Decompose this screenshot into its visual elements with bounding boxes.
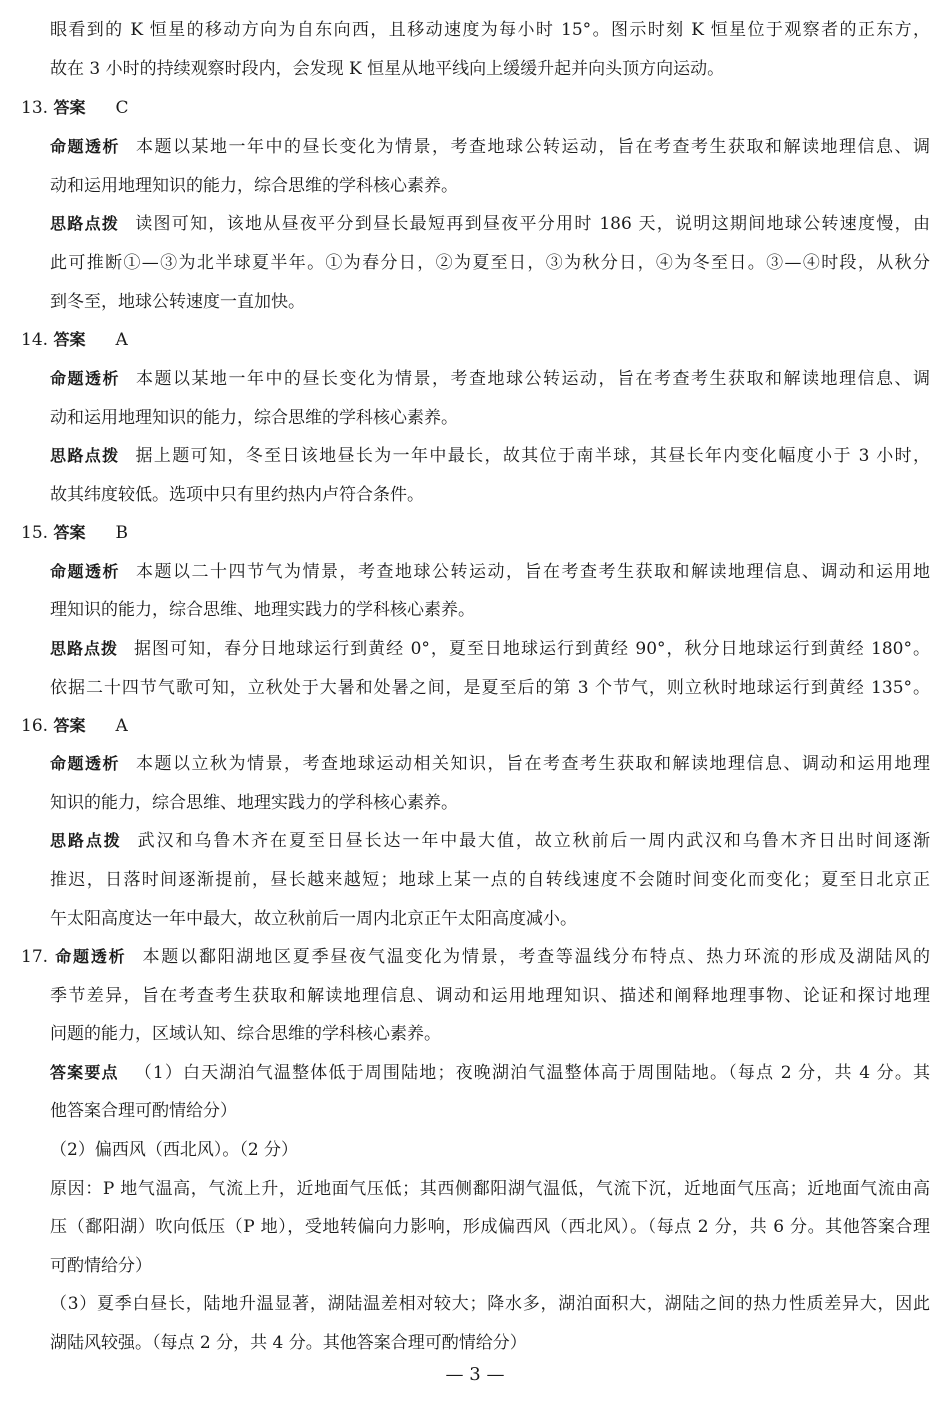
answer-value: C: [115, 98, 129, 118]
text-line: 此可推断①—③为北半球夏半年。①为春分日，②为夏至日，③为秋分日，④为冬至日。③—④时段，从秋分: [50, 253, 930, 273]
text-line: （3）夏季白昼长，陆地升温显著，湖陆温差相对较大；降水多，湖泊面积大，湖陆之间的热力性质差异大，因此: [50, 1294, 930, 1314]
analysis-line: [50, 135, 930, 159]
text-line: 读图可知，该地从昼夜平分到昼长最短再到昼夜平分用时 186 天，说明这期间地球公转速度慢，由: [135, 214, 930, 234]
section-label: 命题透析: [50, 369, 120, 388]
text-line: 湖陆风较强。（每点 2 分，共 4 分。其他答案合理可酌情给分）: [50, 1333, 527, 1353]
answer-label: 答案: [53, 98, 86, 117]
section-label: 思路点拨: [50, 639, 119, 658]
text-line: 原因：P 地气温高，气流上升，近地面气压低；其西侧鄱阳湖气温低，气流下沉，近地面气压高；近地面气流由高: [50, 1179, 930, 1199]
text-line: 动和运用地理知识的能力，综合思维的学科核心素养。: [50, 408, 458, 428]
question-number: 17.: [21, 947, 49, 967]
text-line: （2）偏西风（西北风）。（2 分）: [50, 1140, 299, 1160]
text-line: 到冬至，地球公转速度一直加快。: [50, 292, 305, 312]
question-number: 16.: [21, 716, 49, 736]
question-14-answer: [21, 328, 930, 352]
section-label: 命题透析: [55, 947, 127, 966]
page-number: — 3 —: [445, 1364, 505, 1385]
text-line: 眼看到的 K 恒星的移动方向为自东向西，且移动速度为每小时 15°。图示时刻 K 恒星位于观察者的正东方，: [50, 20, 930, 40]
answer-label: 答案: [53, 330, 86, 349]
text-line: 本题以立秋为情景，考查地球运动相关知识，旨在考查考生获取和解读地理信息、调动和运用地理: [136, 754, 930, 774]
question-17-analysis: [21, 945, 930, 969]
text-line: 问题的能力，区域认知、综合思维的学科核心素养。: [50, 1024, 441, 1044]
text-line: 本题以二十四节气为情景，考查地球公转运动，旨在考查考生获取和解读地理信息、调动和运用地: [136, 562, 930, 582]
answer-label: 答案: [53, 716, 86, 735]
text-line: 他答案合理可酌情给分）: [50, 1101, 237, 1121]
text-line: 依据二十四节气歌可知，立秋处于大暑和处暑之间，是夏至后的第 3 个节气，则立秋时地球运行到黄经 135°。: [50, 678, 930, 698]
answer-value: A: [115, 330, 128, 350]
text-line: 动和运用地理知识的能力，综合思维的学科核心素养。: [50, 176, 458, 196]
section-label: 命题透析: [50, 754, 120, 773]
hint-line: [50, 212, 930, 236]
text-line: 武汉和乌鲁木齐在夏至日昼长达一年中最大值，故立秋前后一周内武汉和乌鲁木齐日出时间逐渐: [137, 831, 930, 851]
question-number: 13.: [21, 98, 49, 118]
question-13-answer: [21, 96, 930, 120]
key-points-line: [50, 1061, 930, 1085]
answer-value: B: [115, 523, 128, 543]
analysis-line: [50, 752, 930, 776]
text-line: 本题以某地一年中的昼长变化为情景，考查地球公转运动，旨在考查考生获取和解读地理信息、调: [136, 369, 930, 389]
text-line: 压（鄱阳湖）吹向低压（P 地），受地转偏向力影响，形成偏西风（西北风）。（每点 2 分，共 6 分。其他答案合理: [50, 1217, 930, 1237]
hint-line: [50, 444, 930, 468]
text-line: 季节差异，旨在考查考生获取和解读地理信息、调动和运用地理知识、描述和阐释地理事物、论证和探讨地理: [50, 986, 930, 1006]
question-number: 15.: [21, 523, 49, 543]
answer-label: 答案: [53, 523, 86, 542]
question-16-answer: [21, 714, 930, 738]
text-line: 本题以鄱阳湖地区夏季昼夜气温变化为情景，考查等温线分布特点、热力环流的形成及湖陆风的: [142, 947, 930, 967]
hint-line: [50, 829, 930, 853]
section-label: 命题透析: [50, 137, 120, 156]
section-label: 答案要点: [50, 1063, 119, 1082]
text-line: 本题以某地一年中的昼长变化为情景，考查地球公转运动，旨在考查考生获取和解读地理信息、调: [136, 137, 930, 157]
analysis-line: [50, 560, 930, 584]
text-line: 推迟，日落时间逐渐提前，昼长越来越短；地球上某一点的自转线速度不会随时间变化而变化；夏至日北京正: [50, 870, 930, 890]
text-line: 故在 3 小时的持续观察时段内，会发现 K 恒星从地平线向上缓缓升起并向头顶方向运动。: [50, 59, 725, 79]
question-number: 14.: [21, 330, 49, 350]
section-label: 思路点拨: [50, 446, 120, 465]
text-line: 知识的能力，综合思维、地理实践力的学科核心素养。: [50, 793, 458, 813]
hint-line: [50, 637, 930, 661]
answer-value: A: [115, 716, 128, 736]
text-line: 故其纬度较低。选项中只有里约热内卢符合条件。: [50, 485, 424, 505]
text-line: 据图可知，春分日地球运行到黄经 0°，夏至日地球运行到黄经 90°，秋分日地球运行到黄经 180°。: [134, 639, 930, 659]
text-line: 据上题可知，冬至日该地昼长为一年中最长，故其位于南半球，其昼长年内变化幅度小于 3 小时，: [135, 446, 930, 466]
section-label: 思路点拨: [50, 214, 120, 233]
analysis-line: [50, 367, 930, 391]
question-15-answer: [21, 521, 930, 545]
section-label: 命题透析: [50, 562, 120, 581]
text-line: （1）白天湖泊气温整体低于周围陆地；夜晚湖泊气温整体高于周围陆地。（每点 2 分，共 4 分。其: [134, 1063, 930, 1083]
text-line: 理知识的能力，综合思维、地理实践力的学科核心素养。: [50, 600, 475, 620]
text-line: 可酌情给分）: [50, 1256, 152, 1276]
text-line: 午太阳高度达一年中最大，故立秋前后一周内北京正午太阳高度减小。: [50, 909, 577, 929]
section-label: 思路点拨: [50, 831, 122, 850]
